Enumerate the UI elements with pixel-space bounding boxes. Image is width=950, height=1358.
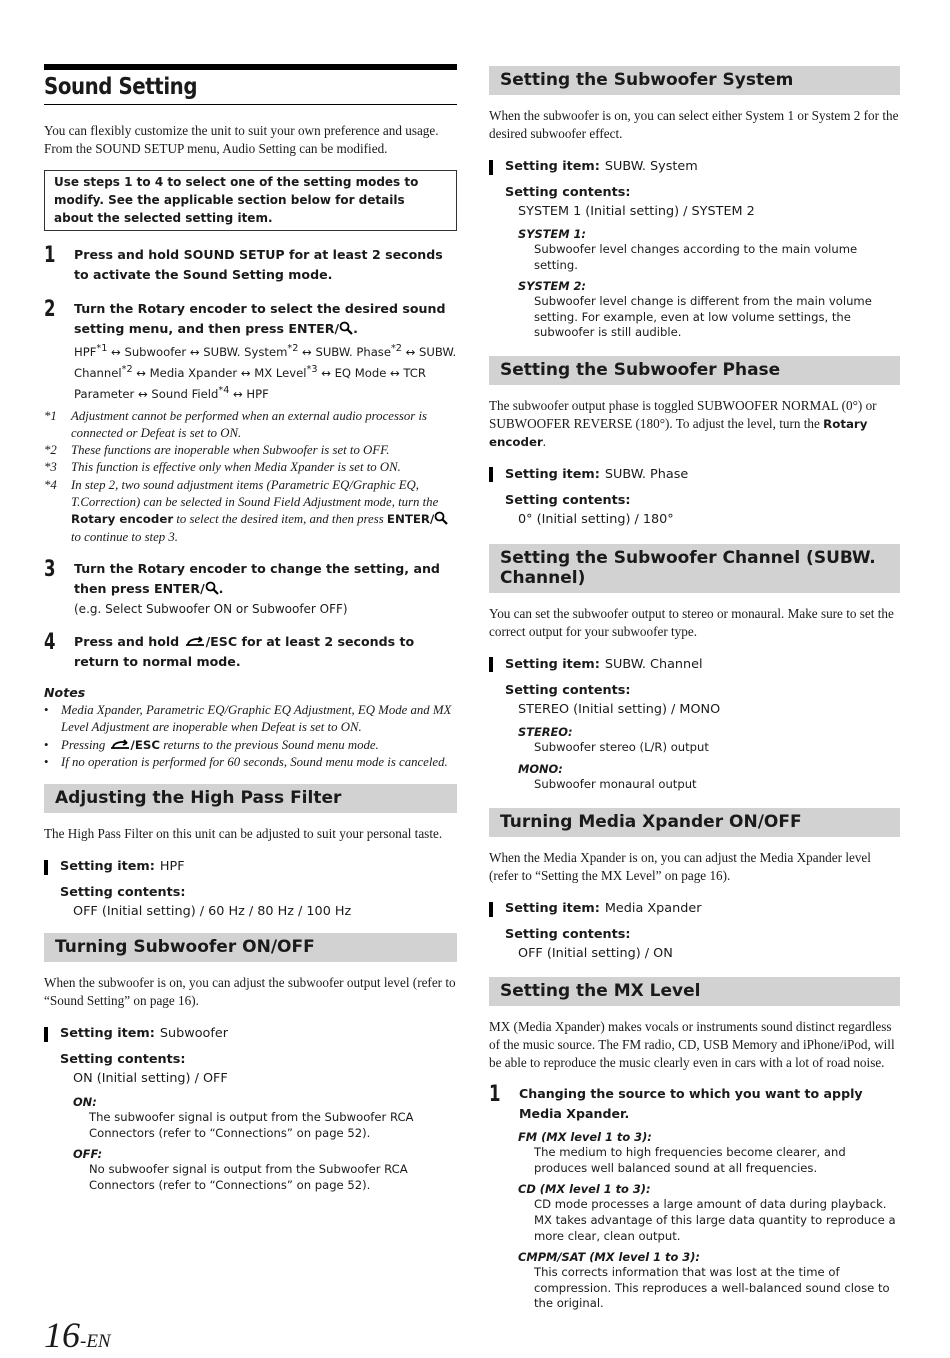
setting-contents-label: Setting contents: <box>505 927 631 943</box>
section-heading-mx-level: Setting the MX Level <box>489 977 900 1006</box>
search-icon <box>205 581 219 595</box>
footnotes <box>44 408 457 546</box>
section-heading-subw-channel: Setting the Subwoofer Channel (SUBW. Channel) <box>489 544 900 593</box>
setting-contents-label: Setting contents: <box>505 492 631 508</box>
note-part: Pressing <box>61 737 109 752</box>
seq-note: *2 <box>121 363 133 375</box>
option-text: The subwoofer signal is output from the Subwoofer RCA Connectors (refer to “Connections” on page 52). <box>89 1110 414 1140</box>
step-4-text <box>74 632 457 672</box>
setting-contents-label: Setting contents: <box>60 885 186 901</box>
key-esc: /ESC <box>130 737 161 752</box>
setting-contents-value: 0° (Initial setting) / 180° <box>518 511 674 527</box>
step-number: 1 <box>489 1082 501 1108</box>
key-sound-setup: SOUND SETUP <box>183 247 285 262</box>
note-item: • Pressing /ESC returns to the previous Sound menu mode. <box>44 737 457 754</box>
left-column <box>44 64 457 1194</box>
seq-text: ↔ Media Xpander ↔ MX Level <box>132 365 307 380</box>
key-enter: ENTER/ <box>154 580 205 596</box>
page-title: Sound Setting <box>44 74 198 100</box>
step-text-part: for at least 2 seconds to activate the Sound Setting mode. <box>74 247 443 282</box>
setting-item-label: Setting item: <box>60 859 155 875</box>
setting-item-value: SUBW. Phase <box>604 466 689 482</box>
footnote <box>44 408 457 443</box>
step-text-part: Turn the <box>74 301 138 316</box>
seq-text: ↔ SUBW. Channel <box>74 344 457 380</box>
footnote-text <box>71 477 457 546</box>
back-arrow-icon <box>184 635 206 647</box>
setting-contents-value: ON (Initial setting) / OFF <box>73 1071 228 1087</box>
step-number: 2 <box>44 297 56 322</box>
footnote-mark: *2 <box>44 443 57 458</box>
setting-item-label: Setting item: <box>505 656 600 672</box>
key-rotary-encoder: Rotary encoder <box>137 560 247 576</box>
setting-item-value: Media Xpander <box>604 901 702 917</box>
step-3-example: (e.g. Select Subwoofer ON or Subwoofer OFF) <box>74 601 348 616</box>
seq-text: ↔ HPF <box>229 386 269 401</box>
setting-item-row <box>489 656 900 674</box>
footnote-mark: *1 <box>44 408 57 423</box>
setting-item-value: Subwoofer <box>159 1026 229 1042</box>
step-2 <box>44 299 457 403</box>
section-heading-subw-phase: Setting the Subwoofer Phase <box>489 356 900 385</box>
step-text-part: to select the desired sound setting menu, and then press <box>74 301 446 336</box>
option-text: CD mode processes a large amount of data during playback. MX takes advantage of this large data quantity to reproduce a more clear, clean output. <box>534 1197 896 1243</box>
setting-contents-label: Setting contents: <box>505 185 631 200</box>
step-3-text <box>74 559 457 599</box>
setting-item-label: Setting item: <box>505 159 600 174</box>
setting-contents-value: SYSTEM 1 (Initial setting) / SYSTEM 2 <box>518 204 755 219</box>
key-rotary-encoder: Rotary encoder <box>489 416 868 449</box>
key-rotary-encoder: Rotary encoder <box>71 512 174 527</box>
key-rotary-encoder: Rotary encoder <box>137 301 247 316</box>
setting-contents-label: Setting contents: <box>505 682 631 698</box>
option-text: Subwoofer level changes according to the main volume setting. <box>534 242 858 272</box>
page-number-suffix: -EN <box>80 1331 111 1352</box>
hpf-description: The High Pass Filter on this unit can be adjusted to suit your personal taste. <box>44 826 443 842</box>
search-icon <box>339 321 353 335</box>
setting-item-value: HPF <box>159 859 185 875</box>
note-text: If no operation is performed for 60 seconds, Sound menu mode is canceled. <box>61 754 448 769</box>
step-text-part: Turn the <box>74 560 138 576</box>
note-text: Media Xpander, Parametric EQ/Graphic EQ Adjustment, EQ Mode and MX Level Adjustment are inoperable when Defeat is set to ON. <box>61 702 452 735</box>
seq-note: *4 <box>218 384 230 396</box>
setting-item-row <box>44 1025 457 1043</box>
setting-contents-value: STEREO (Initial setting) / MONO <box>518 701 721 717</box>
option-label: SYSTEM 1: <box>518 227 586 241</box>
footnote-mark: *4 <box>44 477 57 492</box>
step-number: 3 <box>44 556 56 582</box>
back-arrow-icon <box>109 738 131 750</box>
footnote <box>44 442 457 459</box>
seq-note: *2 <box>287 343 299 354</box>
subwoofer-description: When the subwoofer is on, you can adjust the subwoofer output level (refer to “Sound Setting” on page 16). <box>44 975 456 1009</box>
footnote <box>44 459 457 476</box>
footnote <box>44 477 457 546</box>
footnote-text: This function is effective only when Media Xpander is set to ON. <box>71 460 401 475</box>
notes-heading: Notes <box>44 684 86 700</box>
key-esc: /ESC <box>205 633 238 649</box>
option-label: CMPM/SAT (MX level 1 to 3): <box>518 1250 700 1265</box>
desc-part: . <box>542 433 547 449</box>
footnote-text: These functions are inoperable when Subwoofer is set to OFF. <box>71 443 390 458</box>
step-1-text <box>74 245 457 285</box>
footnote-part: to continue to step 3. <box>71 529 178 544</box>
option-text: This corrects information that was lost at the time of compression. This reproduces a well-balanced sound close to the original. <box>534 1265 890 1311</box>
setting-item-label: Setting item: <box>505 901 600 917</box>
step-text-part: to change the setting, and then press <box>74 560 440 596</box>
option-text: Subwoofer level change is different from the main volume setting. For example, even at low volume settings, the subwoofer is still audible. <box>534 294 872 340</box>
footnote-part: In step 2, two sound adjustment items (Parametric EQ/Graphic EQ, T.Correction) can be selected in Sound Field Adjustment mode, turn the <box>71 477 439 510</box>
step-4 <box>44 629 457 672</box>
footnote-mark: *3 <box>44 460 57 475</box>
option-text: Subwoofer stereo (L/R) output <box>534 739 709 754</box>
option-label: STEREO: <box>518 724 573 739</box>
mx-level-description: MX (Media Xpander) makes vocals or instruments sound distinct regardless of the music source. The FM radio, CD, USB Memory and iPhone/iPod, will be able to reproduce the music clearly even in cars with a lot of road noise. <box>489 1019 895 1071</box>
setting-item-row <box>489 466 900 484</box>
subw-channel-description: You can set the subwoofer output to stereo or monaural. Make sure to set the correct output for your subwoofer type. <box>489 605 894 639</box>
seq-text: HPF <box>74 344 97 359</box>
key-enter: ENTER/ <box>288 321 340 336</box>
step-text-part: . <box>353 321 358 336</box>
setting-contents-value: OFF (Initial setting) / 60 Hz / 80 Hz / 100 Hz <box>73 904 352 920</box>
menu-sequence <box>74 340 457 403</box>
footnote-part: to select the desired item, and then press <box>173 512 387 527</box>
option-label: CD (MX level 1 to 3): <box>518 1182 651 1197</box>
step-1 <box>44 245 457 285</box>
note-item: • If no operation is performed for 60 seconds, Sound menu mode is canceled. <box>44 754 457 771</box>
option-text: No subwoofer signal is output from the Subwoofer RCA Connectors (refer to “Connections” on page 52). <box>89 1162 408 1192</box>
note-part: returns to the previous Sound menu mode. <box>160 737 379 752</box>
media-xpander-description: When the Media Xpander is on, you can adjust the Media Xpander level (refer to “Setting the MX Level” on page 16). <box>489 850 871 884</box>
step-text-part: Press and hold <box>74 633 184 649</box>
setting-item-row <box>489 158 900 176</box>
mx-step-text: Changing the source to which you want to apply Media Xpander. <box>519 1086 863 1122</box>
option-text: Subwoofer monaural output <box>534 776 697 791</box>
setting-item-row <box>489 900 900 918</box>
desc-part: The subwoofer output phase is toggled SUBWOOFER NORMAL (0°) or SUBWOOFER REVERSE (180°). To adjust the level, turn the <box>489 397 877 431</box>
option-label: OFF: <box>73 1147 103 1162</box>
search-icon <box>434 511 448 525</box>
setting-contents-label: Setting contents: <box>60 1052 186 1068</box>
intro-paragraph: You can flexibly customize the unit to suit your own preference and usage. From the SOUND SETUP menu, Audio Setting can be modified. <box>44 123 439 156</box>
section-heading-hpf: Adjusting the High Pass Filter <box>44 784 457 813</box>
setting-contents-value: OFF (Initial setting) / ON <box>518 946 673 962</box>
step-2-text <box>74 299 457 339</box>
mx-step-1 <box>489 1084 900 1124</box>
instruction-box: Use steps 1 to 4 to select one of the setting modes to modify. See the applicable section below for details about the selected setting item. <box>44 170 457 231</box>
seq-note: *3 <box>306 363 318 375</box>
seq-note: *2 <box>390 343 402 354</box>
setting-item-label: Setting item: <box>505 466 600 482</box>
seq-text: ↔ EQ Mode ↔ TCR Parameter ↔ Sound Field <box>74 365 426 401</box>
page-number-value: 16 <box>44 1315 80 1355</box>
key-enter: ENTER/ <box>386 512 435 527</box>
option-label: FM (MX level 1 to 3): <box>518 1130 652 1145</box>
step-text-part: . <box>218 580 224 596</box>
step-number: 4 <box>44 629 56 655</box>
page-number <box>44 1314 111 1356</box>
subw-system-description: When the subwoofer is on, you can select either System 1 or System 2 for the desired subwoofer effect. <box>489 108 899 141</box>
step-number: 1 <box>44 243 56 268</box>
setting-item-value: SUBW. System <box>604 159 698 174</box>
note-text <box>61 737 457 754</box>
notes-list <box>44 702 457 771</box>
step-3 <box>44 556 457 618</box>
seq-text: ↔ SUBW. Phase <box>298 344 391 359</box>
option-text: The medium to high frequencies become clearer, and produces well balanced sound at all frequencies. <box>534 1145 846 1175</box>
option-label: MONO: <box>518 761 563 776</box>
step-text-part: for at least 2 seconds to return to normal mode. <box>74 633 415 669</box>
option-label: SYSTEM 2: <box>518 279 586 294</box>
seq-note: *1 <box>96 343 108 354</box>
step-text-part: Press and hold <box>74 247 184 262</box>
setting-item-label: Setting item: <box>60 1026 155 1042</box>
note-item: • Media Xpander, Parametric EQ/Graphic EQ Adjustment, EQ Mode and MX Level Adjustment are inoperable when Defeat is set to ON. <box>44 702 457 737</box>
setting-item-row <box>44 858 457 876</box>
option-label: ON: <box>73 1095 97 1110</box>
setting-item-value: SUBW. Channel <box>604 656 703 672</box>
footnote-text: Adjustment cannot be performed when an external audio processor is connected or Defeat is set to ON. <box>71 408 428 440</box>
section-heading-subw-system: Setting the Subwoofer System <box>489 66 900 95</box>
page-title-block <box>44 64 457 105</box>
subw-phase-description <box>489 397 900 451</box>
section-heading-media-xpander: Turning Media Xpander ON/OFF <box>489 808 900 837</box>
right-column <box>489 64 900 1312</box>
seq-text: ↔ Subwoofer ↔ SUBW. System <box>107 344 288 359</box>
section-heading-subwoofer: Turning Subwoofer ON/OFF <box>44 933 457 962</box>
